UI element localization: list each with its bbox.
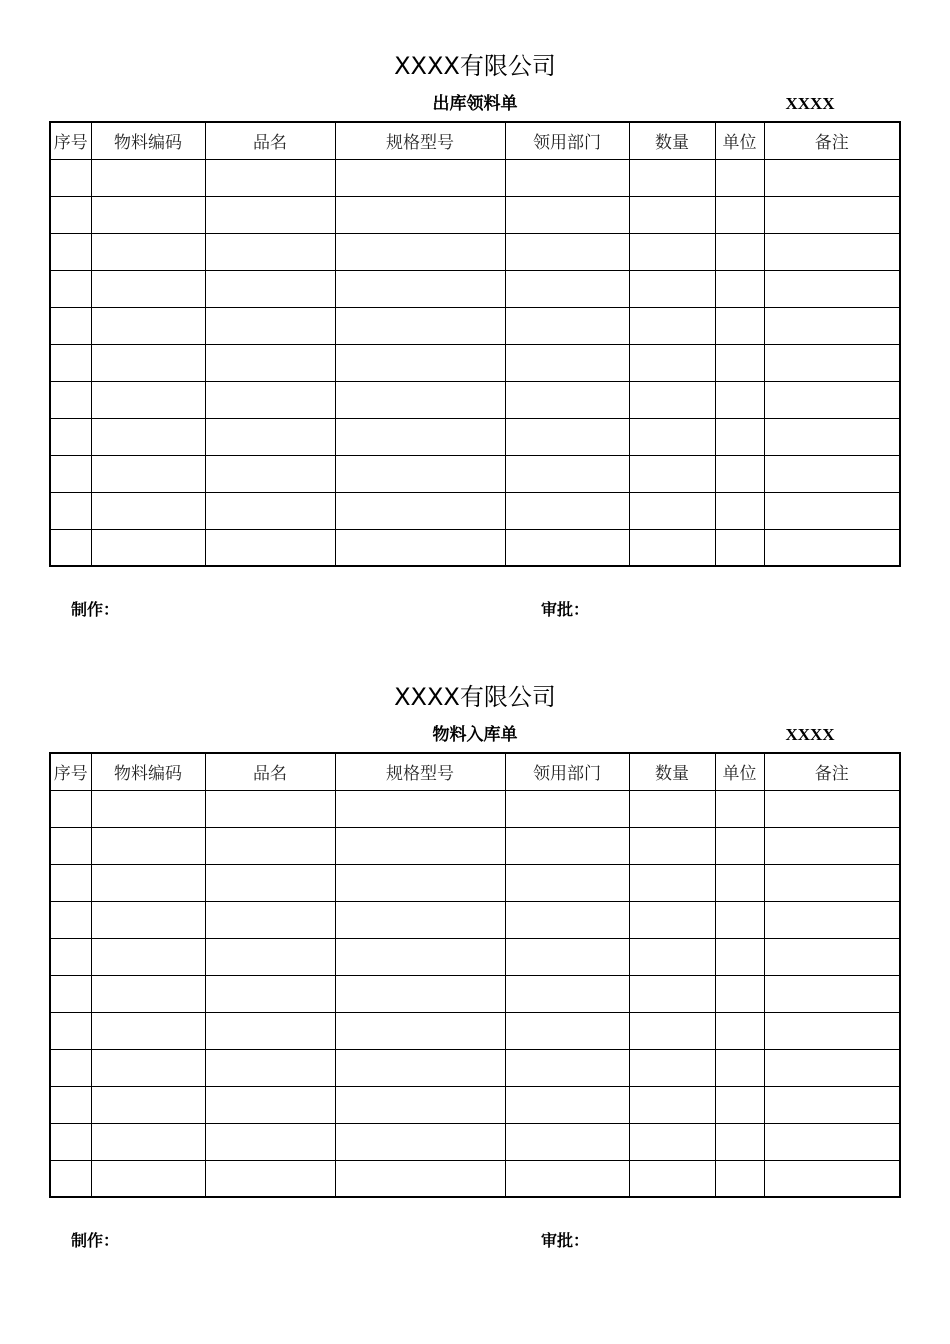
product-name-cell[interactable]: [205, 492, 335, 529]
quantity-cell[interactable]: [629, 418, 715, 455]
header-quantity: 数量: [629, 122, 715, 159]
product-name-cell[interactable]: [205, 344, 335, 381]
specification-cell[interactable]: [335, 418, 505, 455]
remarks-cell[interactable]: [764, 864, 900, 901]
table-row: [50, 901, 900, 938]
product-name-cell[interactable]: [205, 901, 335, 938]
quantity-cell[interactable]: [629, 344, 715, 381]
quantity-cell[interactable]: [629, 492, 715, 529]
unit-cell[interactable]: [715, 233, 764, 270]
serial-number-cell[interactable]: [50, 1086, 91, 1123]
material-code-cell[interactable]: [91, 529, 205, 566]
serial-number-cell[interactable]: [50, 864, 91, 901]
serial-number-cell[interactable]: [50, 455, 91, 492]
specification-cell[interactable]: [335, 790, 505, 827]
remarks-cell[interactable]: [764, 975, 900, 1012]
product-name-cell[interactable]: [205, 790, 335, 827]
department-cell[interactable]: [505, 1086, 629, 1123]
serial-number-cell[interactable]: [50, 492, 91, 529]
material-code-cell[interactable]: [91, 1160, 205, 1197]
specification-cell[interactable]: [335, 455, 505, 492]
header-material-code: 物料编码: [91, 122, 205, 159]
material-code-cell[interactable]: [91, 1123, 205, 1160]
department-cell[interactable]: [505, 975, 629, 1012]
table-row: [50, 233, 900, 270]
specification-cell[interactable]: [335, 492, 505, 529]
quantity-cell[interactable]: [629, 529, 715, 566]
quantity-cell[interactable]: [629, 827, 715, 864]
quantity-cell[interactable]: [629, 790, 715, 827]
remarks-cell[interactable]: [764, 344, 900, 381]
specification-cell[interactable]: [335, 1086, 505, 1123]
quantity-cell[interactable]: [629, 901, 715, 938]
unit-cell[interactable]: [715, 1086, 764, 1123]
quantity-cell[interactable]: [629, 1049, 715, 1086]
table-row: [50, 1123, 900, 1160]
product-name-cell[interactable]: [205, 196, 335, 233]
quantity-cell[interactable]: [629, 307, 715, 344]
specification-cell[interactable]: [335, 381, 505, 418]
serial-number-cell[interactable]: [50, 381, 91, 418]
remarks-cell[interactable]: [764, 455, 900, 492]
specification-cell[interactable]: [335, 938, 505, 975]
approver-label: 审批：: [541, 1231, 590, 1250]
table-row: [50, 790, 900, 827]
specification-cell[interactable]: [335, 270, 505, 307]
company-name: XXXX有限公司: [394, 683, 556, 711]
table-row: [50, 344, 900, 381]
material-code-cell[interactable]: [91, 270, 205, 307]
table-header-row: [50, 753, 900, 790]
product-name-cell[interactable]: [205, 455, 335, 492]
department-cell[interactable]: [505, 1123, 629, 1160]
product-name-cell[interactable]: [205, 1012, 335, 1049]
quantity-cell[interactable]: [629, 975, 715, 1012]
serial-number-cell[interactable]: [50, 233, 91, 270]
product-name-cell[interactable]: [205, 529, 335, 566]
material-code-cell[interactable]: [91, 381, 205, 418]
remarks-cell[interactable]: [764, 901, 900, 938]
unit-cell[interactable]: [715, 381, 764, 418]
approver-label: 审批：: [541, 600, 590, 619]
unit-cell[interactable]: [715, 196, 764, 233]
serial-number-cell[interactable]: [50, 1160, 91, 1197]
header-unit: 单位: [715, 122, 764, 159]
product-name-cell[interactable]: [205, 1160, 335, 1197]
specification-cell[interactable]: [335, 864, 505, 901]
material-code-cell[interactable]: [91, 864, 205, 901]
material-code-cell[interactable]: [91, 975, 205, 1012]
product-name-cell[interactable]: [205, 1086, 335, 1123]
department-cell[interactable]: [505, 938, 629, 975]
product-name-cell[interactable]: [205, 938, 335, 975]
specification-cell[interactable]: [335, 1049, 505, 1086]
serial-number-cell[interactable]: [50, 938, 91, 975]
quantity-cell[interactable]: [629, 455, 715, 492]
product-name-cell[interactable]: [205, 381, 335, 418]
unit-cell[interactable]: [715, 1012, 764, 1049]
product-name-cell[interactable]: [205, 307, 335, 344]
remarks-cell[interactable]: [764, 233, 900, 270]
material-code-cell[interactable]: [91, 901, 205, 938]
table-header-row: [50, 122, 900, 159]
material-code-cell[interactable]: [91, 1086, 205, 1123]
specification-cell[interactable]: [335, 344, 505, 381]
quantity-cell[interactable]: [629, 1086, 715, 1123]
remarks-cell[interactable]: [764, 827, 900, 864]
specification-cell[interactable]: [335, 901, 505, 938]
table-row: [50, 975, 900, 1012]
serial-number-cell[interactable]: [50, 344, 91, 381]
department-cell[interactable]: [505, 307, 629, 344]
department-cell[interactable]: [505, 864, 629, 901]
product-name-cell[interactable]: [205, 270, 335, 307]
department-cell[interactable]: [505, 418, 629, 455]
product-name-cell[interactable]: [205, 418, 335, 455]
table-row: [50, 938, 900, 975]
material-code-cell[interactable]: [91, 938, 205, 975]
specification-cell[interactable]: [335, 196, 505, 233]
unit-cell[interactable]: [715, 307, 764, 344]
department-cell[interactable]: [505, 827, 629, 864]
header-remarks: 备注: [764, 122, 900, 159]
quantity-cell[interactable]: [629, 270, 715, 307]
serial-number-cell[interactable]: [50, 196, 91, 233]
product-name-cell[interactable]: [205, 827, 335, 864]
serial-number-cell[interactable]: [50, 827, 91, 864]
material-code-cell[interactable]: [91, 418, 205, 455]
unit-cell[interactable]: [715, 492, 764, 529]
material-code-cell[interactable]: [91, 196, 205, 233]
department-cell[interactable]: [505, 381, 629, 418]
header-specification: 规格型号: [335, 122, 505, 159]
form-title: 物料入库单: [432, 725, 518, 745]
remarks-cell[interactable]: [764, 1049, 900, 1086]
material-code-cell[interactable]: [91, 1049, 205, 1086]
inbound-material-form: [0, 631, 950, 1250]
header-product-name: 品名: [205, 122, 335, 159]
items-table: [49, 121, 901, 567]
maker-label: 制作：: [71, 600, 120, 619]
product-name-cell[interactable]: [205, 1049, 335, 1086]
product-name-cell[interactable]: [205, 975, 335, 1012]
unit-cell[interactable]: [715, 790, 764, 827]
specification-cell[interactable]: [335, 1160, 505, 1197]
serial-number-cell[interactable]: [50, 529, 91, 566]
material-code-cell[interactable]: [91, 159, 205, 196]
material-code-cell[interactable]: [91, 344, 205, 381]
department-cell[interactable]: [505, 1049, 629, 1086]
unit-cell[interactable]: [715, 864, 764, 901]
unit-cell[interactable]: [715, 270, 764, 307]
table-row: [50, 159, 900, 196]
table-row: [50, 1086, 900, 1123]
unit-cell[interactable]: [715, 901, 764, 938]
remarks-cell[interactable]: [764, 1012, 900, 1049]
unit-cell[interactable]: [715, 455, 764, 492]
unit-cell[interactable]: [715, 1160, 764, 1197]
table-row: [50, 864, 900, 901]
serial-number-cell[interactable]: [50, 1049, 91, 1086]
outbound-requisition-form: [0, 0, 950, 619]
product-name-cell[interactable]: [205, 159, 335, 196]
unit-cell[interactable]: [715, 938, 764, 975]
form-title: 出库领料单: [432, 94, 518, 114]
remarks-cell[interactable]: [764, 307, 900, 344]
remarks-cell[interactable]: [764, 1123, 900, 1160]
remarks-cell[interactable]: [764, 790, 900, 827]
serial-number-cell[interactable]: [50, 975, 91, 1012]
specification-cell[interactable]: [335, 307, 505, 344]
table-row: [50, 492, 900, 529]
serial-number-cell[interactable]: [50, 790, 91, 827]
material-code-cell[interactable]: [91, 492, 205, 529]
serial-number-cell[interactable]: [50, 1123, 91, 1160]
remarks-cell[interactable]: [764, 1160, 900, 1197]
table-row: [50, 1012, 900, 1049]
remarks-cell[interactable]: [764, 381, 900, 418]
serial-number-cell[interactable]: [50, 270, 91, 307]
form-code: XXXX: [785, 94, 835, 113]
remarks-cell[interactable]: [764, 270, 900, 307]
material-code-cell[interactable]: [91, 233, 205, 270]
material-code-cell[interactable]: [91, 827, 205, 864]
department-cell[interactable]: [505, 233, 629, 270]
header-serial-number: 序号: [50, 753, 91, 790]
unit-cell[interactable]: [715, 529, 764, 566]
table-row: [50, 827, 900, 864]
product-name-cell[interactable]: [205, 233, 335, 270]
header-department: 领用部门: [505, 122, 629, 159]
quantity-cell[interactable]: [629, 381, 715, 418]
table-row: [50, 529, 900, 566]
table-row: [50, 307, 900, 344]
material-code-cell[interactable]: [91, 1012, 205, 1049]
remarks-cell[interactable]: [764, 529, 900, 566]
remarks-cell[interactable]: [764, 196, 900, 233]
serial-number-cell[interactable]: [50, 1012, 91, 1049]
department-cell[interactable]: [505, 492, 629, 529]
specification-cell[interactable]: [335, 1012, 505, 1049]
items-table: [49, 752, 901, 1198]
specification-cell[interactable]: [335, 1123, 505, 1160]
remarks-cell[interactable]: [764, 1086, 900, 1123]
specification-cell[interactable]: [335, 529, 505, 566]
serial-number-cell[interactable]: [50, 307, 91, 344]
remarks-cell[interactable]: [764, 492, 900, 529]
table-row: [50, 1049, 900, 1086]
unit-cell[interactable]: [715, 159, 764, 196]
header-department: 领用部门: [505, 753, 629, 790]
department-cell[interactable]: [505, 1012, 629, 1049]
unit-cell[interactable]: [715, 344, 764, 381]
unit-cell[interactable]: [715, 975, 764, 1012]
material-code-cell[interactable]: [91, 307, 205, 344]
department-cell[interactable]: [505, 790, 629, 827]
remarks-cell[interactable]: [764, 159, 900, 196]
unit-cell[interactable]: [715, 418, 764, 455]
unit-cell[interactable]: [715, 827, 764, 864]
specification-cell[interactable]: [335, 975, 505, 1012]
header-product-name: 品名: [205, 753, 335, 790]
quantity-cell[interactable]: [629, 233, 715, 270]
header-quantity: 数量: [629, 753, 715, 790]
serial-number-cell[interactable]: [50, 418, 91, 455]
remarks-cell[interactable]: [764, 938, 900, 975]
header-material-code: 物料编码: [91, 753, 205, 790]
quantity-cell[interactable]: [629, 1123, 715, 1160]
department-cell[interactable]: [505, 159, 629, 196]
remarks-cell[interactable]: [764, 418, 900, 455]
quantity-cell[interactable]: [629, 864, 715, 901]
department-cell[interactable]: [505, 344, 629, 381]
company-name: XXXX有限公司: [394, 52, 556, 80]
table-row: [50, 1160, 900, 1197]
maker-label: 制作：: [71, 1231, 120, 1250]
serial-number-cell[interactable]: [50, 159, 91, 196]
department-cell[interactable]: [505, 455, 629, 492]
specification-cell[interactable]: [335, 159, 505, 196]
product-name-cell[interactable]: [205, 864, 335, 901]
header-serial-number: 序号: [50, 122, 91, 159]
quantity-cell[interactable]: [629, 159, 715, 196]
table-row: [50, 270, 900, 307]
header-remarks: 备注: [764, 753, 900, 790]
unit-cell[interactable]: [715, 1049, 764, 1086]
department-cell[interactable]: [505, 901, 629, 938]
department-cell[interactable]: [505, 1160, 629, 1197]
table-row: [50, 418, 900, 455]
table-row: [50, 455, 900, 492]
material-code-cell[interactable]: [91, 455, 205, 492]
department-cell[interactable]: [505, 196, 629, 233]
quantity-cell[interactable]: [629, 1160, 715, 1197]
header-unit: 单位: [715, 753, 764, 790]
quantity-cell[interactable]: [629, 196, 715, 233]
table-row: [50, 196, 900, 233]
table-row: [50, 381, 900, 418]
material-code-cell[interactable]: [91, 790, 205, 827]
quantity-cell[interactable]: [629, 938, 715, 975]
product-name-cell[interactable]: [205, 1123, 335, 1160]
specification-cell[interactable]: [335, 827, 505, 864]
department-cell[interactable]: [505, 529, 629, 566]
header-specification: 规格型号: [335, 753, 505, 790]
unit-cell[interactable]: [715, 1123, 764, 1160]
department-cell[interactable]: [505, 270, 629, 307]
serial-number-cell[interactable]: [50, 901, 91, 938]
form-code: XXXX: [785, 725, 835, 744]
quantity-cell[interactable]: [629, 1012, 715, 1049]
specification-cell[interactable]: [335, 233, 505, 270]
